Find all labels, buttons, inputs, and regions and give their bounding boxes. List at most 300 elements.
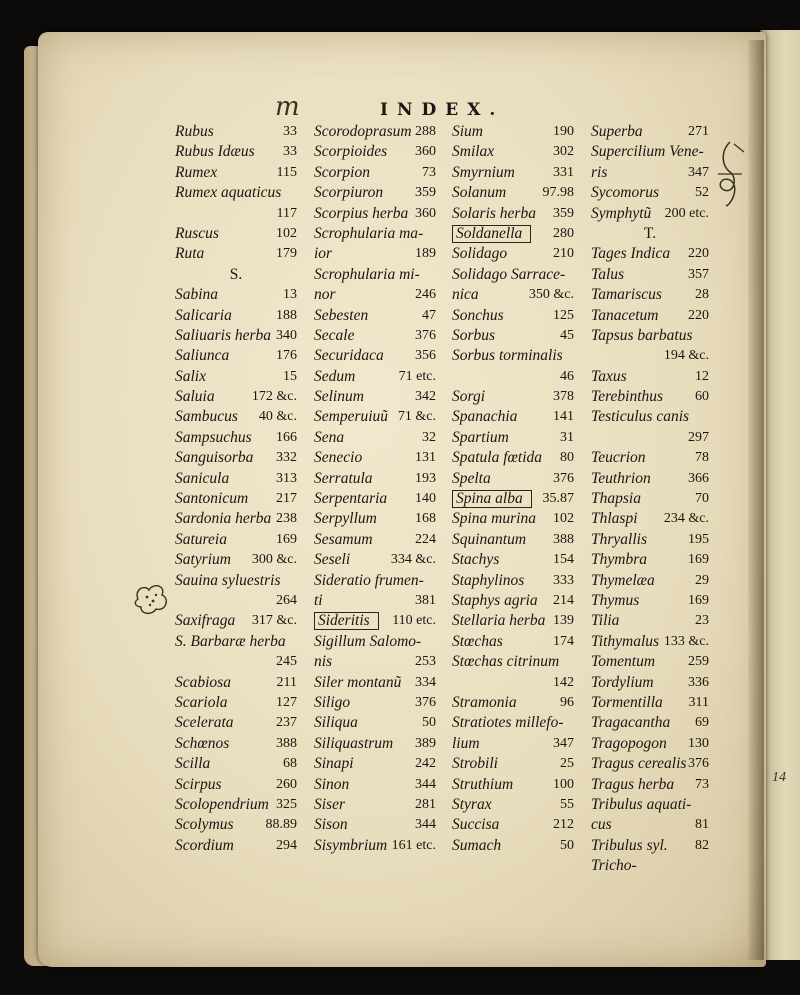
entry-term: Sorbus torminalis — [452, 347, 563, 365]
index-entry — [314, 244, 436, 264]
index-entry — [175, 734, 297, 754]
index-entry — [452, 285, 574, 305]
index-entry — [591, 734, 709, 754]
entry-term: Thlaspi — [591, 510, 638, 528]
entry-term: Salicaria — [175, 306, 232, 324]
index-entry — [591, 163, 709, 183]
index-entry — [175, 571, 297, 591]
index-entry — [591, 591, 709, 611]
entry-page-ref: 81 — [695, 817, 709, 833]
entry-term: Terebinthus — [591, 388, 664, 406]
index-entry — [314, 754, 436, 774]
entry-term: ior — [314, 245, 333, 263]
index-entry — [314, 673, 436, 693]
entry-term: Scolopendrium — [175, 795, 269, 813]
entry-page-ref: 179 — [276, 246, 297, 262]
entry-term: Thryallis — [591, 530, 647, 548]
entry-page-ref: 340 — [276, 327, 297, 343]
entry-page-ref: 188 — [276, 307, 297, 323]
entry-page-ref: 217 — [276, 491, 297, 507]
entry-page-ref: 31 — [560, 429, 574, 445]
index-column-2 — [314, 122, 436, 856]
entry-page-ref: 200 etc. — [664, 205, 709, 221]
facing-page-edge — [760, 30, 800, 960]
entry-term: Scrophularia mi- — [314, 265, 420, 283]
index-entry — [591, 387, 709, 407]
entry-page-ref: 366 — [688, 470, 709, 486]
entry-term: Spina murina — [452, 510, 536, 528]
index-entry — [452, 611, 574, 631]
index-entry — [591, 346, 709, 366]
index-entry — [452, 754, 574, 774]
index-entry — [591, 509, 709, 529]
entry-page-ref: 102 — [276, 225, 297, 241]
index-entry — [591, 673, 709, 693]
entry-page-ref: 142 — [553, 674, 574, 690]
entry-term: Tragacantha — [591, 714, 671, 732]
entry-term: Sardonia herba — [175, 510, 272, 528]
index-entry — [175, 509, 297, 529]
entry-page-ref: 71 &c. — [397, 409, 436, 425]
entry-page-ref: 23 — [695, 613, 709, 629]
entry-page-ref: 253 — [415, 654, 436, 670]
entry-page-ref: 88.89 — [265, 817, 297, 833]
index-entry — [591, 489, 709, 509]
entry-page-ref: 334 — [415, 674, 436, 690]
entry-page-ref: 33 — [283, 124, 297, 139]
entry-page-ref: 141 — [553, 409, 574, 425]
entry-page-ref: 133 &c. — [663, 633, 709, 649]
entry-page-ref: 220 — [688, 246, 709, 262]
entry-term: Solanum — [452, 184, 507, 202]
entry-page-ref: 388 — [553, 531, 574, 547]
entry-page-ref: 78 — [695, 450, 709, 466]
entry-page-ref: 60 — [695, 389, 709, 405]
index-entry — [452, 591, 574, 611]
entry-term: Tithymalus — [591, 632, 660, 650]
index-entry — [452, 346, 574, 366]
entry-page-ref: 297 — [688, 429, 709, 445]
entry-term: Ruta — [175, 245, 205, 263]
entry-term: Scilla — [175, 755, 211, 773]
entry-page-ref: 12 — [695, 368, 709, 384]
entry-term: Siliquastrum — [314, 734, 394, 752]
entry-page-ref: 73 — [422, 164, 436, 180]
entry-page-ref: 381 — [415, 592, 436, 608]
index-entry — [314, 265, 436, 285]
index-entry — [591, 652, 709, 672]
entry-page-ref: 342 — [415, 389, 436, 405]
entry-term: Sisymbrium — [314, 836, 388, 854]
entry-page-ref: 347 — [553, 735, 574, 751]
entry-term: Tanacetum — [591, 306, 659, 324]
entry-term: Siliqua — [314, 714, 358, 732]
index-entry — [175, 326, 297, 346]
index-entry — [452, 815, 574, 835]
entry-page-ref: 190 — [553, 124, 574, 139]
flower-doodle-icon — [132, 582, 170, 616]
index-entry — [314, 183, 436, 203]
entry-page-ref: 13 — [283, 287, 297, 303]
entry-term: Scabiosa — [175, 673, 231, 691]
entry-term: Thymbra — [591, 551, 647, 569]
index-entry — [314, 734, 436, 754]
entry-page-ref: 125 — [553, 307, 574, 323]
entry-term: Sumach — [452, 836, 502, 854]
index-entry — [314, 163, 436, 183]
entry-page-ref: 50 — [560, 837, 574, 853]
entry-page-ref: 172 &c. — [251, 389, 297, 405]
entry-page-ref: 376 — [415, 694, 436, 710]
binding-gutter — [748, 40, 764, 960]
entry-term: Scordium — [175, 836, 234, 854]
index-entry — [591, 754, 709, 774]
entry-term: Sideritis — [314, 612, 379, 630]
entry-page-ref: 294 — [276, 837, 297, 853]
entry-page-ref: 35.87 — [542, 491, 574, 507]
index-entry — [175, 611, 297, 631]
entry-term: cus — [591, 816, 612, 834]
entry-page-ref: 194 &c. — [663, 348, 709, 364]
entry-term: Smyrnium — [452, 163, 515, 181]
entry-term: Salix — [175, 367, 206, 385]
index-entry — [452, 326, 574, 346]
index-entry — [452, 795, 574, 815]
entry-term: Secale — [314, 326, 355, 344]
entry-term: Teucrion — [591, 449, 646, 467]
entry-term: Smilax — [452, 143, 495, 161]
entry-term: Thymelæa — [591, 571, 655, 589]
entry-page-ref: 332 — [276, 450, 297, 466]
index-entry — [591, 407, 709, 427]
entry-page-ref: 117 — [276, 205, 297, 221]
entry-page-ref: 214 — [553, 592, 574, 608]
entry-term: Talus — [591, 265, 625, 283]
entry-page-ref: 130 — [688, 735, 709, 751]
entry-term: Rubus — [175, 123, 214, 140]
index-entry — [452, 204, 574, 224]
index-entry — [452, 550, 574, 570]
entry-page-ref: 211 — [276, 674, 297, 690]
index-entry — [314, 469, 436, 489]
entry-term: Succisa — [452, 816, 500, 834]
entry-term: Semperuiuũ — [314, 408, 389, 426]
entry-page-ref: 333 — [553, 572, 574, 588]
index-entry — [314, 306, 436, 326]
entry-page-ref: 45 — [560, 327, 574, 343]
index-entry — [175, 183, 297, 203]
index-entry — [591, 632, 709, 652]
entry-page-ref: 344 — [415, 776, 436, 792]
entry-term: Soldanella — [452, 225, 531, 243]
index-entry — [314, 285, 436, 305]
entry-term: Tilia — [591, 612, 620, 630]
entry-term: Tamariscus — [591, 286, 662, 304]
entry-term: Sabina — [175, 286, 219, 304]
entry-page-ref: 246 — [415, 287, 436, 303]
index-entry — [452, 224, 574, 244]
index-entry — [175, 122, 297, 142]
index-entry — [452, 448, 574, 468]
entry-page-ref: 378 — [553, 389, 574, 405]
entry-term: Struthium — [452, 775, 514, 793]
entry-page-ref: 350 &c. — [528, 287, 574, 303]
entry-term: Sinon — [314, 775, 350, 793]
entry-term: Santonicum — [175, 490, 249, 508]
entry-page-ref: 115 — [276, 164, 297, 180]
entry-page-ref: 189 — [415, 246, 436, 262]
entry-term: Siler montanũ — [314, 673, 402, 691]
entry-term: Scrophularia ma- — [314, 224, 424, 242]
entry-page-ref: 166 — [276, 429, 297, 445]
entry-term: Sium — [452, 123, 483, 140]
index-entry — [452, 428, 574, 448]
entry-page-ref: 127 — [276, 694, 297, 710]
entry-page-ref: 161 etc. — [391, 837, 436, 853]
index-entry — [591, 611, 709, 631]
section-letter — [591, 224, 709, 244]
entry-term: Seseli — [314, 551, 351, 569]
entry-page-ref: 68 — [283, 756, 297, 772]
entry-term: Sedum — [314, 367, 356, 385]
entry-page-ref: 139 — [553, 613, 574, 629]
entry-term: Scorpioides — [314, 143, 388, 161]
entry-term: Sesamum — [314, 530, 373, 548]
index-entry — [591, 183, 709, 203]
entry-term: Rubus Idæus — [175, 143, 255, 161]
entry-term: Solidago Sarrace- — [452, 265, 566, 283]
entry-page-ref: 169 — [688, 592, 709, 608]
index-entry — [314, 795, 436, 815]
index-entry — [175, 754, 297, 774]
index-entry — [591, 367, 709, 387]
index-entry — [175, 244, 297, 264]
entry-term: S. — [229, 265, 243, 283]
entry-term: Styrax — [452, 795, 492, 813]
entry-term: nis — [314, 653, 333, 671]
entry-page-ref: 168 — [415, 511, 436, 527]
entry-term: Satyrium — [175, 551, 231, 569]
index-entry — [591, 326, 709, 346]
index-entry — [314, 142, 436, 162]
entry-page-ref: 52 — [695, 185, 709, 201]
entry-page-ref: 100 — [553, 776, 574, 792]
index-entry — [314, 367, 436, 387]
index-entry — [591, 795, 709, 815]
entry-page-ref: 224 — [415, 531, 436, 547]
index-entry — [175, 285, 297, 305]
entry-page-ref: 193 — [415, 470, 436, 486]
index-entry — [175, 469, 297, 489]
index-entry — [591, 530, 709, 550]
index-entry — [314, 448, 436, 468]
index-entry — [452, 142, 574, 162]
index-entry — [175, 550, 297, 570]
index-entry — [175, 224, 297, 244]
entry-term: Solidago — [452, 245, 508, 263]
entry-page-ref: 360 — [415, 144, 436, 160]
index-entry — [452, 571, 574, 591]
entry-page-ref: 347 — [688, 164, 709, 180]
index-entry — [591, 142, 709, 162]
index-entry — [591, 265, 709, 285]
entry-page-ref: 280 — [553, 225, 574, 241]
entry-term: Strobili — [452, 755, 498, 773]
index-entry — [314, 224, 436, 244]
index-entry — [314, 652, 436, 672]
index-entry — [452, 183, 574, 203]
entry-term: Spatula fœtida — [452, 449, 542, 467]
entry-term: Scariola — [175, 693, 228, 711]
entry-term: Serpyllum — [314, 510, 377, 528]
entry-term: Sambucus — [175, 408, 238, 426]
index-entry — [452, 306, 574, 326]
index-entry — [175, 448, 297, 468]
entry-term: Squinantum — [452, 530, 527, 548]
index-entry — [591, 693, 709, 713]
index-entry — [314, 836, 436, 856]
entry-term: Tormentilla — [591, 693, 663, 711]
entry-term: Siser — [314, 795, 345, 813]
entry-term: Tragus cerealis — [591, 755, 687, 773]
entry-page-ref: 82 — [695, 837, 709, 853]
entry-term: Stœchas citrinum — [452, 653, 560, 671]
index-entry — [175, 367, 297, 387]
entry-term: Serpentaria — [314, 490, 388, 508]
entry-term: Tragopogon — [591, 734, 667, 752]
entry-term: Tordylium — [591, 673, 654, 691]
entry-term: Supercilium Vene- — [591, 143, 704, 161]
index-entry — [175, 815, 297, 835]
entry-term: Tages Indica — [591, 245, 671, 263]
index-entry — [175, 407, 297, 427]
entry-page-ref: 242 — [415, 756, 436, 772]
entry-page-ref: 264 — [276, 592, 297, 608]
entry-page-ref: 234 &c. — [663, 511, 709, 527]
index-entry — [452, 734, 574, 754]
entry-term: Scirpus — [175, 775, 222, 793]
entry-term: Stratiotes millefo- — [452, 714, 564, 732]
entry-page-ref: 15 — [283, 368, 297, 384]
entry-term: Scorpius herba — [314, 204, 409, 222]
index-entry — [314, 693, 436, 713]
entry-page-ref: 140 — [415, 491, 436, 507]
entry-term: Schœnos — [175, 734, 230, 752]
entry-page-ref: 271 — [688, 124, 709, 139]
index-entry — [175, 428, 297, 448]
entry-term: S. Barbaræ herba — [175, 632, 286, 650]
entry-term: Scelerata — [175, 714, 234, 732]
clef-doodle-icon — [712, 138, 748, 210]
index-entry — [175, 673, 297, 693]
index-entry — [591, 571, 709, 591]
entry-term: Saluia — [175, 388, 215, 406]
index-entry — [591, 285, 709, 305]
index-entry — [175, 693, 297, 713]
entry-page-ref: 212 — [553, 817, 574, 833]
entry-term: Sebesten — [314, 306, 369, 324]
index-entry — [314, 530, 436, 550]
entry-term: ti — [314, 591, 323, 609]
index-entry — [591, 306, 709, 326]
index-entry — [452, 387, 574, 407]
entry-term: Scorpiuron — [314, 184, 384, 202]
index-entry — [591, 448, 709, 468]
entry-term: Selinum — [314, 388, 364, 406]
index-entry — [591, 428, 709, 448]
entry-term: Staphys agria — [452, 591, 538, 609]
index-entry — [452, 469, 574, 489]
entry-page-ref: 176 — [276, 348, 297, 364]
entry-term: Stœchas — [452, 632, 503, 650]
entry-term: Stachys — [452, 551, 500, 569]
index-entry — [591, 550, 709, 570]
entry-page-ref: 40 &c. — [258, 409, 297, 425]
index-entry — [452, 163, 574, 183]
index-entry — [452, 652, 574, 672]
entry-page-ref: 174 — [553, 633, 574, 649]
entry-term: Sorgi — [452, 388, 486, 406]
entry-page-ref: 300 &c. — [251, 552, 297, 568]
entry-page-ref: 288 — [415, 124, 436, 139]
entry-term: Saxifraga — [175, 612, 236, 630]
entry-page-ref: 389 — [415, 735, 436, 751]
index-entry — [314, 611, 436, 631]
entry-page-ref: 220 — [688, 307, 709, 323]
index-entry — [314, 591, 436, 611]
entry-term: Saliuaris herba — [175, 326, 272, 344]
entry-page-ref: 25 — [560, 756, 574, 772]
entry-page-ref: 238 — [276, 511, 297, 527]
entry-term: Sison — [314, 816, 348, 834]
entry-page-ref: 325 — [276, 796, 297, 812]
entry-term: Ruscus — [175, 224, 219, 242]
index-entry — [591, 815, 709, 835]
entry-page-ref: 46 — [560, 368, 574, 384]
index-entry — [591, 122, 709, 142]
entry-page-ref: 334 &c. — [390, 552, 436, 568]
index-entry — [175, 489, 297, 509]
entry-page-ref: 360 — [415, 205, 436, 221]
index-entry — [452, 367, 574, 387]
index-entry — [314, 775, 436, 795]
entry-page-ref: 260 — [276, 776, 297, 792]
entry-page-ref: 317 &c. — [251, 613, 297, 629]
entry-page-ref: 388 — [276, 735, 297, 751]
entry-term: T. — [643, 224, 657, 242]
entry-page-ref: 376 — [688, 756, 709, 772]
entry-page-ref: 154 — [553, 552, 574, 568]
index-entry — [314, 326, 436, 346]
entry-term: Tapsus barbatus — [591, 326, 693, 344]
entry-page-ref: 356 — [415, 348, 436, 364]
entry-page-ref: 313 — [276, 470, 297, 486]
entry-term: Spelta — [452, 469, 491, 487]
entry-page-ref: 281 — [415, 796, 436, 812]
entry-page-ref: 102 — [553, 511, 574, 527]
entry-page-ref: 357 — [688, 266, 709, 282]
entry-term: Sigillum Salomo- — [314, 632, 422, 650]
entry-term: Saliunca — [175, 347, 230, 365]
entry-page-ref: 131 — [415, 450, 436, 466]
index-entry — [452, 407, 574, 427]
entry-page-ref: 376 — [415, 327, 436, 343]
index-entry — [314, 713, 436, 733]
entry-term: Sauina syluestris — [175, 571, 281, 589]
entry-term: Siligo — [314, 693, 351, 711]
entry-term: Taxus — [591, 367, 627, 385]
entry-term: Sinapi — [314, 755, 354, 773]
